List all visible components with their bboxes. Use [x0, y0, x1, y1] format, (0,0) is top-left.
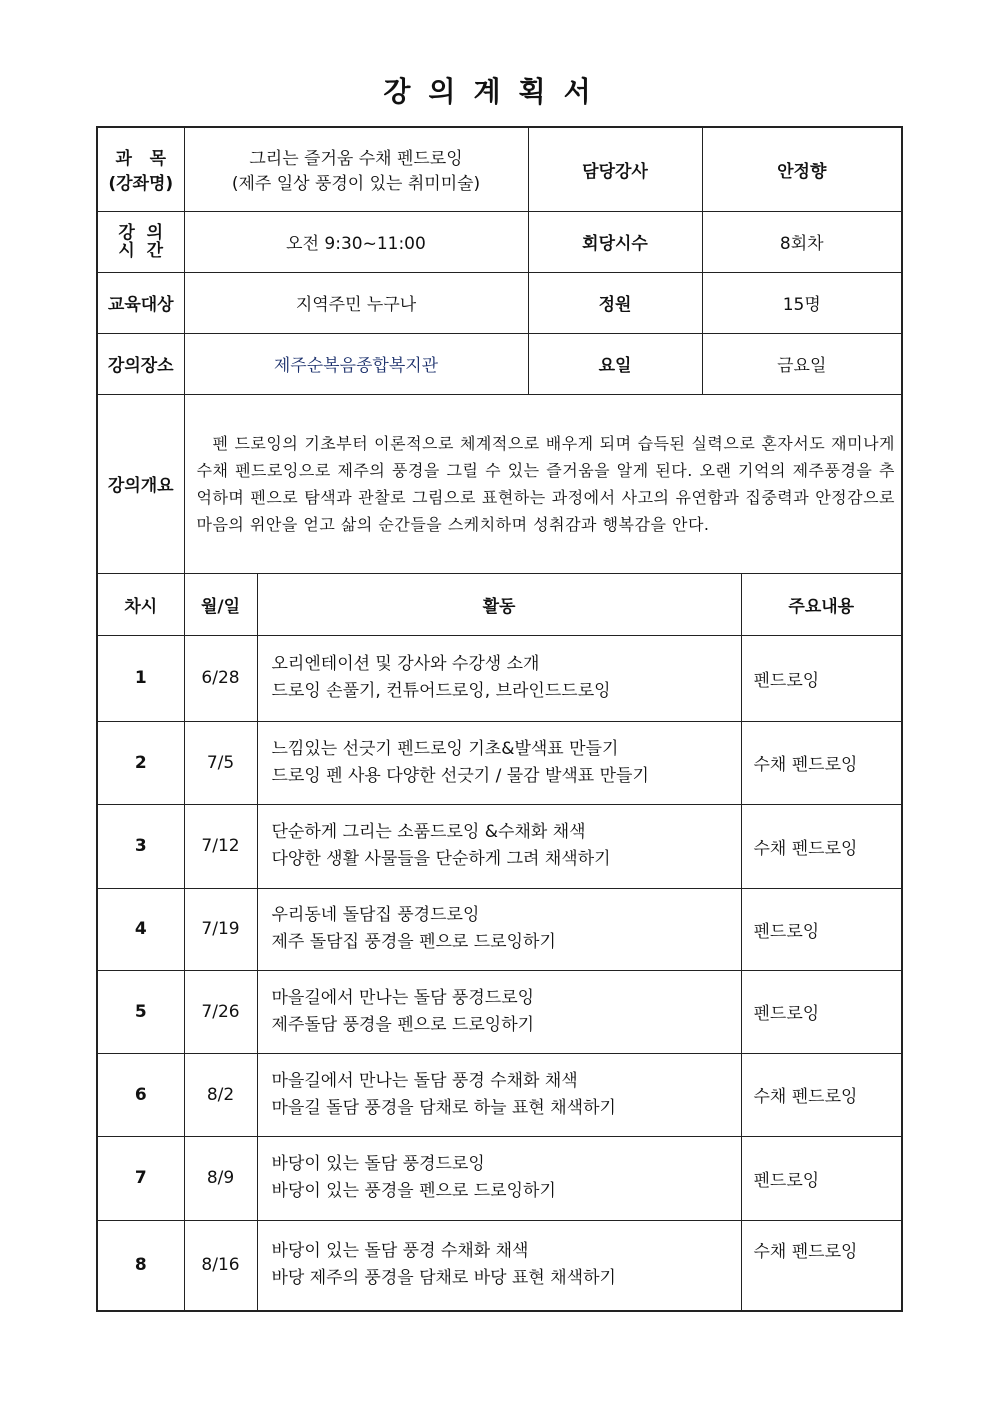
activity-line-1: 바당이 있는 돌담 풍경드로잉 — [271, 1154, 485, 1174]
session-content: 수채 펜드로잉 — [741, 804, 902, 888]
table-row — [97, 804, 902, 888]
session-activity — [257, 804, 741, 888]
session-date: 7/12 — [184, 804, 257, 888]
table-row — [97, 1220, 902, 1311]
activity-line-1: 오리엔테이션 및 강사와 수강생 소개 — [271, 654, 540, 674]
venue-label: 강의장소 — [97, 333, 184, 394]
session-number: 1 — [97, 635, 184, 721]
day-value: 금요일 — [702, 333, 902, 394]
subject-subtitle: (제주 일상 풍경이 있는 취미미술) — [231, 174, 481, 195]
session-content: 펜드로잉 — [741, 970, 902, 1053]
document-title: 강의계획서 — [383, 75, 609, 108]
overview-body: 펜 드로잉의 기초부터 이론적으로 체계적으로 배우게 되며 습득된 실력으로 혼자서도 재미나게 수채 펜드로잉으로 제주의 풍경을 그릴 수 있는 즐거움을 알게 된다. 오랜 기억의 제주풍경을 추억하며 펜으로 탐색과 관찰로 그림으로 표현하는 과정에서 사고의 유연함과 집중력과 안정감으로 마음의 위안을 얻고 삶의 순간들을 스케치하며 성취감과 행복감을 안다. — [196, 433, 895, 534]
table-row — [97, 888, 902, 970]
session-activity — [257, 888, 741, 970]
table-row — [97, 1053, 902, 1136]
session-content: 펜드로잉 — [741, 1136, 902, 1220]
session-number: 5 — [97, 970, 184, 1053]
session-activity — [257, 721, 741, 804]
overview-label: 강의개요 — [97, 394, 184, 573]
activity-line-1: 우리동네 돌담집 풍경드로잉 — [271, 905, 480, 925]
session-date: 6/28 — [184, 635, 257, 721]
session-content: 수채 펜드로잉 — [741, 721, 902, 804]
subject-label-cell — [97, 127, 184, 211]
activity-line-1: 바당이 있는 돌담 풍경 수채화 채색 — [271, 1241, 529, 1262]
header-session: 차시 — [97, 573, 184, 635]
subject-label-sub: (강좌명) — [108, 174, 174, 195]
session-activity — [257, 1220, 741, 1311]
instructor-label: 담당강사 — [528, 127, 702, 211]
activity-line-2: 제주돌담 풍경을 펜으로 드로잉하기 — [271, 1014, 535, 1035]
table-row — [97, 721, 902, 804]
session-number: 2 — [97, 721, 184, 804]
subject-label: 과 목 — [115, 149, 167, 170]
session-content: 펜드로잉 — [741, 635, 902, 721]
activity-line-2: 드로잉 손풀기, 컨튜어드로잉, 브라인드드로잉 — [271, 681, 611, 701]
session-date: 7/5 — [184, 721, 257, 804]
session-activity — [257, 970, 741, 1053]
overview-text — [184, 394, 902, 573]
subject-value-cell — [184, 127, 528, 211]
audience-value: 지역주민 누구나 — [184, 272, 528, 333]
activity-line-2: 바당 제주의 풍경을 담채로 바당 표현 채색하기 — [271, 1268, 616, 1289]
sessions-value: 8회차 — [702, 211, 902, 272]
subject-title: 그리는 즐거움 수채 펜드로잉 — [249, 149, 463, 170]
session-activity — [257, 1136, 741, 1220]
activity-line-2: 마을길 돌담 풍경을 담채로 하늘 표현 채색하기 — [271, 1097, 616, 1118]
activity-line-1: 마을길에서 만나는 돌담 풍경드로잉 — [271, 987, 535, 1008]
session-date: 7/19 — [184, 888, 257, 970]
session-number: 7 — [97, 1136, 184, 1220]
time-label-2: 시 간 — [118, 240, 164, 261]
header-date: 월/일 — [184, 573, 257, 635]
instructor-value: 안정향 — [702, 127, 902, 211]
header-content: 주요내용 — [741, 573, 902, 635]
session-number: 3 — [97, 804, 184, 888]
session-date: 7/26 — [184, 970, 257, 1053]
session-content: 펜드로잉 — [741, 888, 902, 970]
audience-label: 교육대상 — [97, 272, 184, 333]
session-number: 8 — [97, 1220, 184, 1311]
header-activity: 활동 — [257, 573, 741, 635]
session-number: 6 — [97, 1053, 184, 1136]
session-number: 4 — [97, 888, 184, 970]
lecture-plan-table — [96, 126, 903, 1312]
session-date: 8/2 — [184, 1053, 257, 1136]
session-date: 8/16 — [184, 1220, 257, 1311]
table-row — [97, 1136, 902, 1220]
session-content: 수채 펜드로잉 — [741, 1220, 902, 1311]
capacity-label: 정원 — [528, 272, 702, 333]
activity-line-2: 다양한 생활 사물들을 단순하게 그려 채색하기 — [271, 849, 611, 869]
time-value: 오전 9:30~11:00 — [184, 211, 528, 272]
sessions-label: 회당시수 — [528, 211, 702, 272]
activity-line-2: 제주 돌담집 풍경을 펜으로 드로잉하기 — [271, 932, 556, 952]
activity-line-1: 단순하게 그리는 소품드로잉 &수채화 채색 — [271, 822, 586, 842]
session-content: 수채 펜드로잉 — [741, 1053, 902, 1136]
activity-line-1: 마을길에서 만나는 돌담 풍경 수채화 채색 — [271, 1070, 578, 1091]
activity-line-2: 드로잉 펜 사용 다양한 선긋기 / 물감 발색표 만들기 — [271, 765, 649, 786]
venue-value: 제주순복음종합복지관 — [184, 333, 528, 394]
day-label: 요일 — [528, 333, 702, 394]
time-label-1: 강 의 — [118, 222, 164, 243]
activity-line-1: 느낌있는 선긋기 펜드로잉 기초&발색표 만들기 — [271, 738, 619, 759]
table-row — [97, 635, 902, 721]
activity-line-2: 바당이 있는 풍경을 펜으로 드로잉하기 — [271, 1181, 556, 1201]
session-date: 8/9 — [184, 1136, 257, 1220]
capacity-value: 15명 — [702, 272, 902, 333]
session-activity — [257, 1053, 741, 1136]
table-row — [97, 970, 902, 1053]
session-activity — [257, 635, 741, 721]
time-label-cell — [97, 211, 184, 272]
